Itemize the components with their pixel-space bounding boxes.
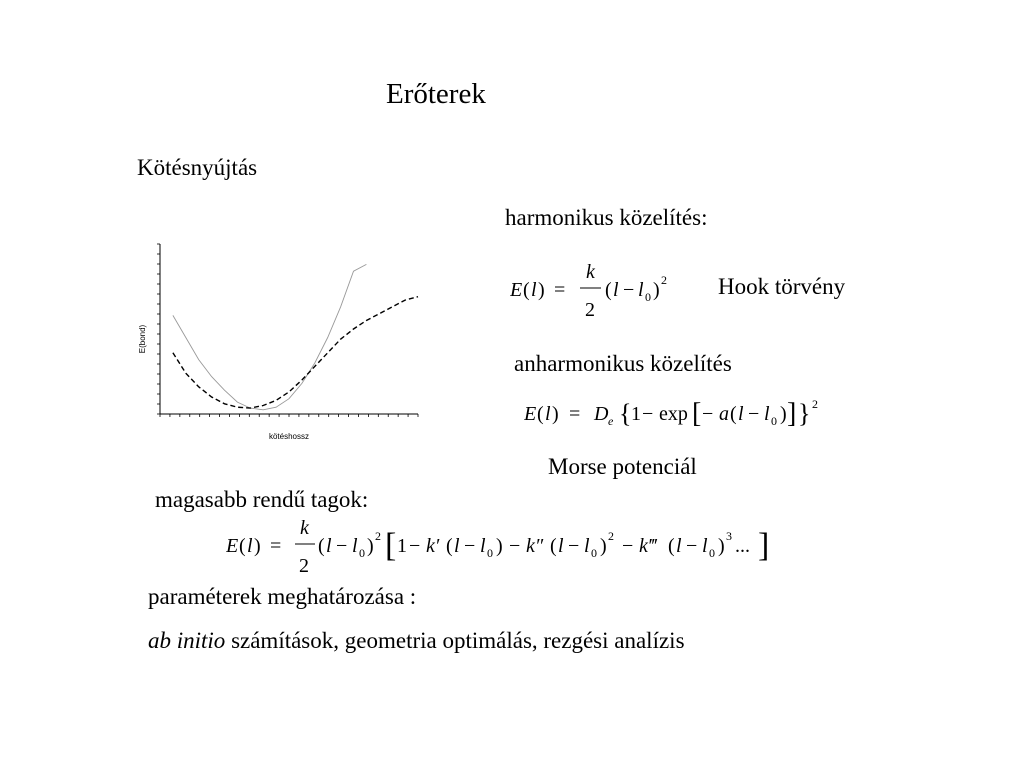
svg-text:0: 0 <box>709 546 715 560</box>
methods-italic: ab initio <box>148 628 226 653</box>
svg-text:−: − <box>622 535 634 557</box>
svg-text:l: l <box>764 403 770 425</box>
svg-text:−: − <box>409 535 421 557</box>
anharmonic-label: anharmonikus közelítés <box>514 351 732 376</box>
svg-text:}: } <box>798 399 811 428</box>
methods-rest: számítások, geometria optimálás, rezgési analízis <box>225 628 685 653</box>
svg-text:l: l <box>676 535 682 557</box>
svg-text:E: E <box>226 535 239 557</box>
harmonic-formula <box>510 256 700 326</box>
svg-text:(: ( <box>668 535 675 557</box>
svg-text:): ) <box>538 279 545 301</box>
svg-text:(: ( <box>239 535 246 557</box>
svg-text:]: ] <box>758 527 770 564</box>
svg-text:2: 2 <box>812 397 818 411</box>
svg-text:(: ( <box>446 535 453 557</box>
svg-text:0: 0 <box>771 414 777 428</box>
svg-text:−: − <box>464 535 476 557</box>
higher-order-formula <box>226 512 806 582</box>
svg-text:l: l <box>738 403 744 425</box>
series-layer <box>173 264 418 409</box>
bond-energy-chart <box>130 238 430 448</box>
svg-text:1: 1 <box>397 535 407 557</box>
hook-label: Hook törvény <box>718 274 846 299</box>
higher-order-label: magasabb rendű tagok: <box>155 487 369 512</box>
svg-text:]: ] <box>787 398 797 429</box>
svg-text:(: ( <box>537 403 544 425</box>
morse-formula <box>524 392 834 436</box>
svg-text:e: e <box>608 414 614 428</box>
svg-text:exp: exp <box>659 403 688 425</box>
svg-text:2: 2 <box>299 555 309 577</box>
svg-text:l: l <box>480 535 486 557</box>
svg-text:=: = <box>569 403 581 425</box>
svg-text:=: = <box>554 279 566 301</box>
parameters-label: paraméterek meghatározása : <box>148 584 417 609</box>
morse-label: Morse potenciál <box>548 454 697 479</box>
svg-text:): ) <box>718 535 725 557</box>
svg-text:l: l <box>454 535 460 557</box>
chart-svg <box>130 238 430 448</box>
svg-text:l: l <box>326 535 332 557</box>
svg-text:−: − <box>686 535 698 557</box>
svg-text:−: − <box>623 279 635 301</box>
page-title: Erőterek <box>386 78 486 110</box>
svg-text:a: a <box>719 403 729 425</box>
svg-text:2: 2 <box>375 529 381 543</box>
svg-text:): ) <box>653 279 660 301</box>
svg-text:0: 0 <box>359 546 365 560</box>
svg-text:E: E <box>524 403 537 425</box>
svg-text:k: k <box>586 261 595 283</box>
svg-text:(: ( <box>605 279 612 301</box>
svg-text:): ) <box>367 535 374 557</box>
svg-text:2: 2 <box>608 529 614 543</box>
svg-text:k: k <box>300 517 309 539</box>
svg-text:2: 2 <box>661 273 667 287</box>
series-harmonic-line <box>173 264 367 409</box>
svg-text:(: ( <box>730 403 737 425</box>
svg-text:(: ( <box>550 535 557 557</box>
y-axis-label: E(bond) <box>138 324 147 354</box>
svg-text:[: [ <box>385 527 397 564</box>
x-axis-label: kötéshossz <box>268 432 310 441</box>
svg-text:0: 0 <box>591 546 597 560</box>
svg-text:k‴: k‴ <box>639 535 657 557</box>
svg-text:k′: k′ <box>426 535 440 557</box>
section-heading: Kötésnyújtás <box>137 155 258 180</box>
svg-text:3: 3 <box>726 529 732 543</box>
svg-text:{: { <box>619 399 632 428</box>
svg-text:2: 2 <box>585 299 595 321</box>
svg-text:−: − <box>642 403 654 425</box>
svg-text:D: D <box>594 403 609 425</box>
svg-text:−: − <box>748 403 760 425</box>
svg-text:l: l <box>613 279 619 301</box>
svg-text:l: l <box>247 535 253 557</box>
harmonic-label: harmonikus közelítés: <box>505 205 708 230</box>
svg-text:): ) <box>600 535 607 557</box>
svg-text:=: = <box>270 535 282 557</box>
svg-text:−: − <box>568 535 580 557</box>
svg-text:l: l <box>558 535 564 557</box>
svg-text:1: 1 <box>631 403 641 425</box>
svg-text:l: l <box>352 535 358 557</box>
methods-line <box>148 628 685 654</box>
svg-text:): ) <box>496 535 503 557</box>
svg-text:E: E <box>510 279 523 301</box>
svg-text:l: l <box>584 535 590 557</box>
svg-text:(: ( <box>523 279 530 301</box>
svg-text:−: − <box>702 403 714 425</box>
svg-text:−: − <box>336 535 348 557</box>
svg-text:): ) <box>552 403 559 425</box>
svg-text:...: ... <box>735 535 750 557</box>
svg-text:0: 0 <box>645 290 651 304</box>
svg-text:0: 0 <box>487 546 493 560</box>
svg-text:−: − <box>509 535 521 557</box>
svg-text:l: l <box>545 403 551 425</box>
svg-text:(: ( <box>318 535 325 557</box>
svg-text:k″: k″ <box>526 535 544 557</box>
svg-text:l: l <box>638 279 644 301</box>
svg-text:l: l <box>702 535 708 557</box>
svg-text:[: [ <box>692 398 702 429</box>
svg-text:): ) <box>780 403 787 425</box>
svg-text:): ) <box>254 535 261 557</box>
svg-text:l: l <box>531 279 537 301</box>
